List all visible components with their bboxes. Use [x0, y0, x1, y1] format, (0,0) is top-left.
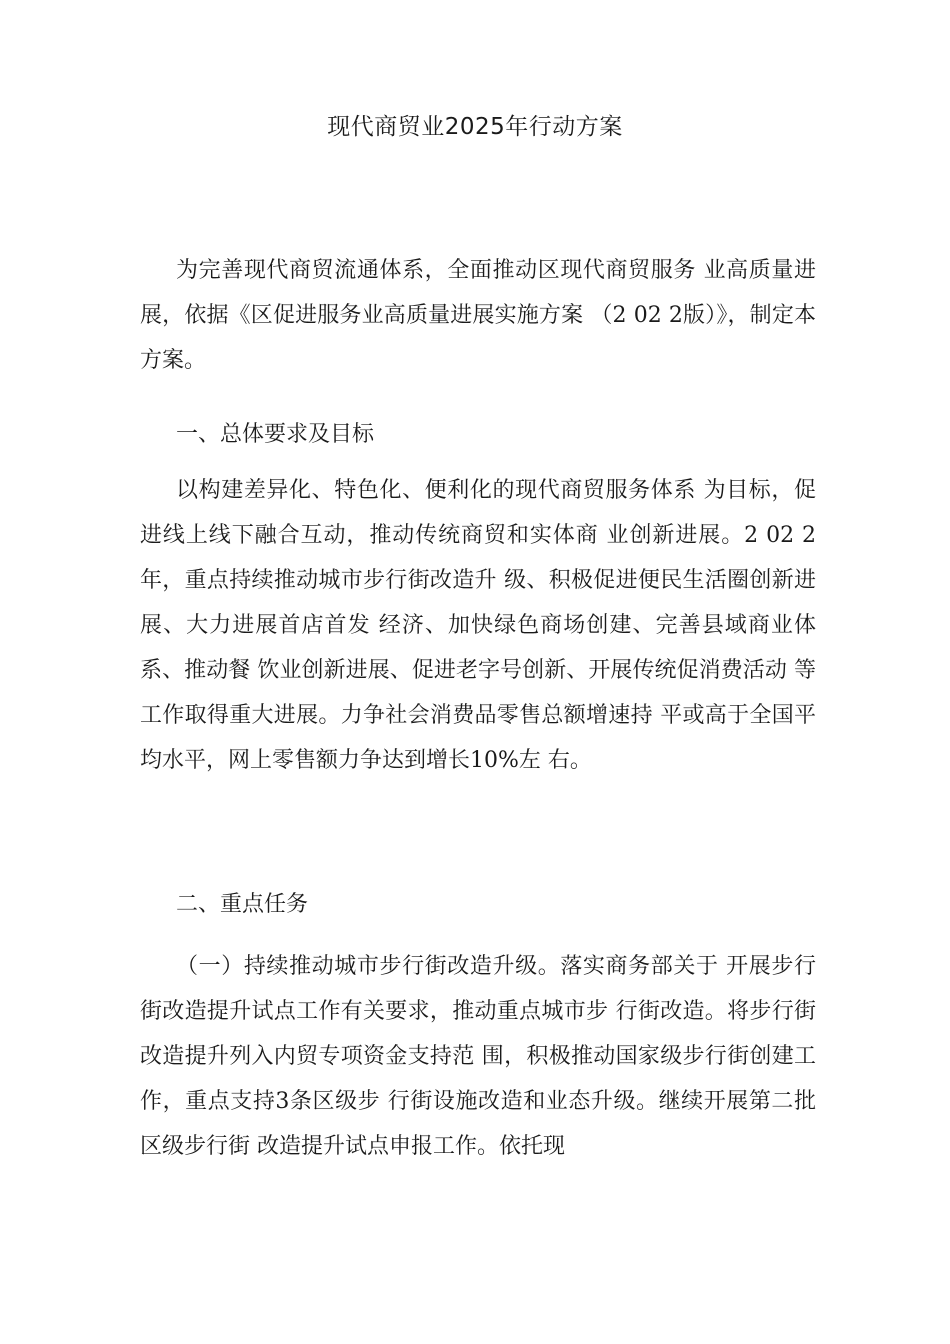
section-heading-key-tasks: 二、重点任务 [176, 892, 309, 917]
section-body-overall-goals: 以构建差异化、特色化、便利化的现代商贸服务体系 为目标，促进线上线下融合互动，推动传统商贸和实体商 业创新进展。2 02 2年，重点持续推动城市步行街改造升 级、积极促进便民生活圈创新进展、大力进展首店首发 经济、加快绿色商场创建、完善县域商业体系、推动餐 饮业创新进展、促进老字号创新、开展传统促消费活动 等工作取得重大进展。力争社会消费品零售总额增速持 平或高于全国平均水平，网上零售额力争达到增长10%左 右。 [140, 478, 816, 773]
document-title: 现代商贸业2025年行动方案 [327, 114, 623, 140]
section-heading-overall-goals: 一、总体要求及目标 [176, 422, 375, 447]
key-task-item-1: （一）持续推动城市步行街改造升级。落实商务部关于 开展步行街改造提升试点工作有关要求，推动重点城市步 行街改造。将步行街改造提升列入内贸专项资金支持范 围，积极推动国家级步行街创建工作，重点支持3条区级步 行街设施改造和业态升级。继续开展第二批区级步行街 改造提升试点申报工作。依托现 [140, 954, 816, 1159]
intro-paragraph: 为完善现代商贸流通体系，全面推动区现代商贸服务 业高质量进展，依据《区促进服务业高质量进展实施方案 （2 02 2版）》，制定本方案。 [140, 258, 816, 373]
